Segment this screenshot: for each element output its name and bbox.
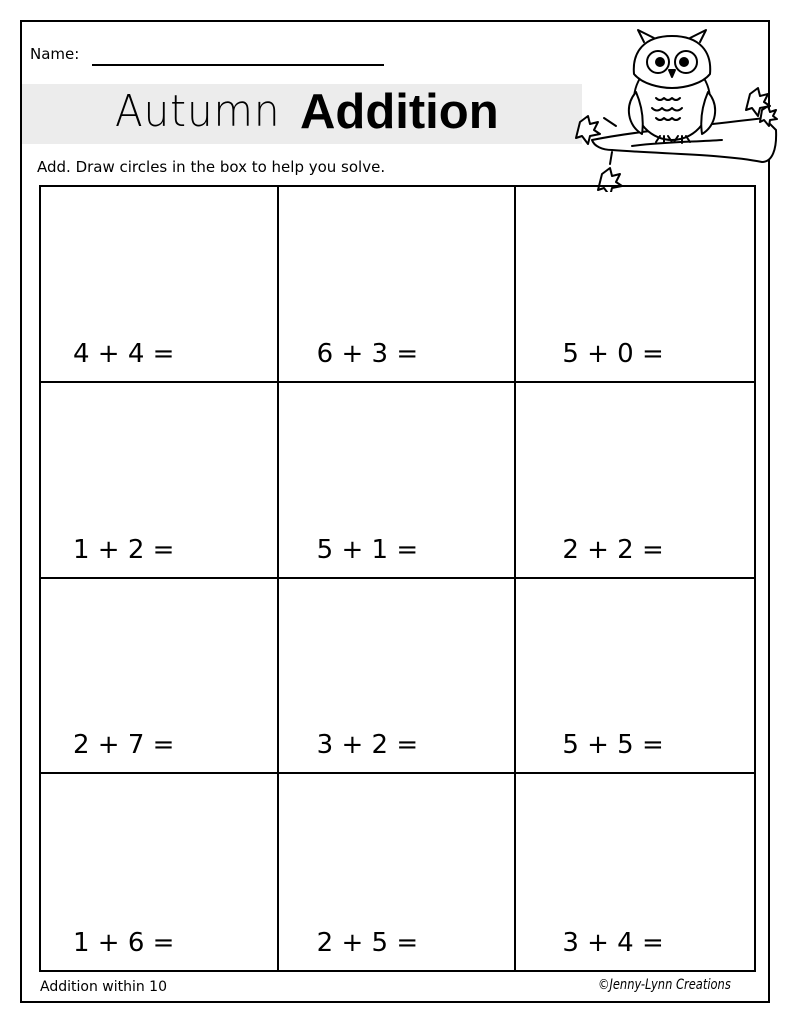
footer-credit: ©Jenny-Lynn Creations [598,977,731,993]
problem-box[interactable] [516,383,754,579]
problem-equation: 2 + 5 = [316,928,419,958]
problem-box[interactable] [41,774,279,970]
problem-box[interactable] [279,579,517,775]
problem-equation: 5 + 5 = [562,730,664,761]
problem-equation: 3 + 4 = [562,928,664,958]
problem-box[interactable] [279,774,517,970]
problem-equation: 2 + 7 = [73,730,175,761]
problem-equation: 1 + 6 = [73,928,175,958]
problem-equation: 4 + 4 = [73,338,175,369]
problem-equation: 3 + 2 = [316,730,419,761]
problem-box[interactable] [516,774,754,970]
problem-box[interactable] [516,579,754,775]
owl-on-branch-icon [572,22,784,192]
name-label: Name: [30,45,80,63]
instructions-text: Add. Draw circles in the box to help you solve. [37,158,386,176]
problem-equation: 1 + 2 = [73,534,175,565]
problem-equation: 5 + 0 = [562,338,664,369]
problem-equation: 6 + 3 = [316,338,419,369]
problem-box[interactable] [516,187,754,383]
title-script-word: Autumn [115,86,281,137]
problem-box[interactable] [41,579,279,775]
footer-topic: Addition within 10 [40,979,167,995]
problem-box[interactable] [279,383,517,579]
problem-box[interactable] [41,383,279,579]
problem-equation: 5 + 1 = [316,534,419,565]
name-field[interactable] [92,64,384,66]
problem-equation: 2 + 2 = [562,534,664,565]
page-title: Addition [300,85,499,139]
problem-box[interactable] [41,187,279,383]
problem-box[interactable] [279,187,517,383]
problem-grid [39,185,756,972]
